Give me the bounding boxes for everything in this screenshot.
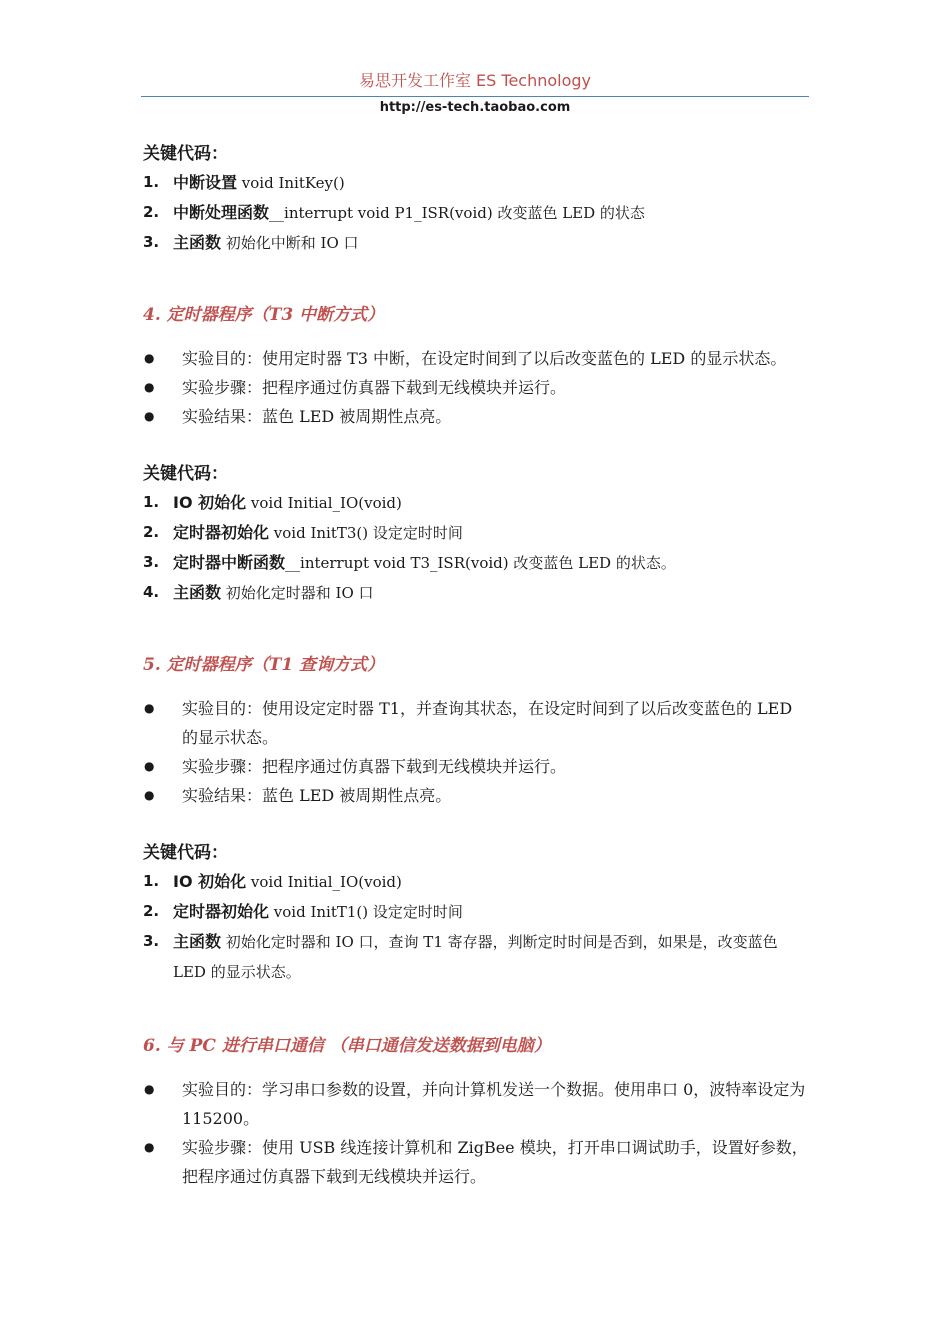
bullet-item bbox=[143, 781, 809, 810]
header-divider bbox=[141, 96, 809, 97]
bullet-item bbox=[143, 344, 809, 373]
list-item bbox=[143, 168, 809, 198]
bullet-icon: ● bbox=[144, 409, 155, 423]
key-code-heading: 关键代码： bbox=[143, 464, 228, 484]
list-item bbox=[143, 198, 809, 228]
key-code-heading: 关键代码： bbox=[143, 144, 228, 164]
bullet-list-timer-t1 bbox=[143, 694, 809, 810]
list-item-title: 主函数 bbox=[173, 583, 222, 602]
bullet-text: 实验结果：蓝色 LED 被周期性点亮。 bbox=[182, 786, 452, 805]
bullet-icon: ● bbox=[144, 1140, 155, 1154]
key-code-heading: 关键代码： bbox=[143, 843, 228, 863]
bullet-item bbox=[143, 1075, 809, 1133]
bullet-list-timer-t3 bbox=[143, 344, 809, 431]
bullet-text: 实验步骤：把程序通过仿真器下载到无线模块并运行。 bbox=[182, 378, 567, 397]
list-item-text: void InitT3() 设定定时时间 bbox=[269, 524, 463, 542]
list-item-title: IO 初始化 bbox=[173, 872, 247, 891]
bullet-text: 实验目的：学习串口参数的设置，并向计算机发送一个数据。使用串口 0，波特率设定为 115200。 bbox=[182, 1080, 806, 1128]
list-item-text: 初始化定时器和 IO 口，查询 T1 寄存器，判断定时时间是否到，如果是，改变蓝色 LED 的显示状态。 bbox=[173, 933, 778, 981]
bullet-text: 实验目的：使用定时器 T3 中断，在设定时间到了以后改变蓝色的 LED 的显示状态。 bbox=[182, 349, 787, 368]
bullet-icon: ● bbox=[144, 759, 155, 773]
list-number: 2. bbox=[143, 523, 160, 541]
list-item-title: 主函数 bbox=[173, 932, 222, 951]
section-title-timer-t3: 4. 定时器程序（T3 中断方式） bbox=[143, 305, 385, 325]
list-item bbox=[143, 488, 809, 518]
list-item-text: 初始化中断和 IO 口 bbox=[221, 234, 359, 252]
list-item-text: __interrupt void T3_ISR(void) 改变蓝色 LED 的状态。 bbox=[285, 554, 676, 572]
list-item-text: void InitT1() 设定定时时间 bbox=[269, 903, 463, 921]
list-item-title: 中断设置 bbox=[173, 173, 238, 192]
list-item-text: __interrupt void P1_ISR(void) 改变蓝色 LED 的状态 bbox=[269, 204, 645, 222]
list-item bbox=[143, 927, 809, 987]
section-title-timer-t1: 5. 定时器程序（T1 查询方式） bbox=[143, 655, 385, 675]
bullet-item bbox=[143, 1133, 809, 1191]
header-title: 易思开发工作室 ES Technology bbox=[358, 71, 592, 90]
bullet-icon: ● bbox=[144, 701, 155, 715]
key-code-list-2 bbox=[143, 488, 809, 608]
list-number: 2. bbox=[143, 902, 160, 920]
key-code-list-1 bbox=[143, 168, 809, 258]
list-item bbox=[143, 578, 809, 608]
bullet-item bbox=[143, 402, 809, 431]
list-item-text: void Initial_IO(void) bbox=[246, 873, 402, 891]
list-item bbox=[143, 228, 809, 258]
bullet-item bbox=[143, 373, 809, 402]
list-item bbox=[143, 548, 809, 578]
list-number: 3. bbox=[143, 553, 160, 571]
list-number: 1. bbox=[143, 872, 160, 890]
list-item-text: void InitKey() bbox=[237, 174, 345, 192]
list-item bbox=[143, 518, 809, 548]
bullet-item bbox=[143, 752, 809, 781]
document-body bbox=[143, 140, 809, 1191]
list-item-title: 定时器中断函数 bbox=[173, 553, 286, 572]
list-item-title: 中断处理函数 bbox=[173, 203, 270, 222]
section-title-serial-pc: 6. 与 PC 进行串口通信 （串口通信发送数据到电脑） bbox=[143, 1036, 551, 1056]
list-item-text: 初始化定时器和 IO 口 bbox=[221, 584, 374, 602]
bullet-text: 实验目的：使用设定定时器 T1，并查询其状态，在设定时间到了以后改变蓝色的 LED 的显示状态。 bbox=[182, 699, 793, 747]
list-number: 3. bbox=[143, 932, 160, 950]
bullet-text: 实验步骤：使用 USB 线连接计算机和 ZigBee 模块，打开串口调试助手，设置好参数，把程序通过仿真器下载到无线模块并运行。 bbox=[182, 1138, 808, 1186]
list-number: 4. bbox=[143, 583, 160, 601]
list-number: 3. bbox=[143, 233, 160, 251]
list-item-title: IO 初始化 bbox=[173, 493, 247, 512]
list-number: 2. bbox=[143, 203, 160, 221]
list-item-title: 定时器初始化 bbox=[173, 523, 270, 542]
list-item bbox=[143, 867, 809, 897]
list-number: 1. bbox=[143, 173, 160, 191]
bullet-text: 实验步骤：把程序通过仿真器下载到无线模块并运行。 bbox=[182, 757, 567, 776]
bullet-list-serial-pc bbox=[143, 1075, 809, 1191]
key-code-list-3 bbox=[143, 867, 809, 987]
list-item-title: 定时器初始化 bbox=[173, 902, 270, 921]
list-number: 1. bbox=[143, 493, 160, 511]
bullet-item bbox=[143, 694, 809, 752]
bullet-icon: ● bbox=[144, 1082, 155, 1096]
bullet-icon: ● bbox=[144, 788, 155, 802]
bullet-icon: ● bbox=[144, 380, 155, 394]
list-item-title: 主函数 bbox=[173, 233, 222, 252]
header-url: http://es-tech.taobao.com bbox=[379, 100, 571, 115]
list-item bbox=[143, 897, 809, 927]
list-item-text: void Initial_IO(void) bbox=[246, 494, 402, 512]
bullet-icon: ● bbox=[144, 351, 155, 365]
bullet-text: 实验结果：蓝色 LED 被周期性点亮。 bbox=[182, 407, 452, 426]
